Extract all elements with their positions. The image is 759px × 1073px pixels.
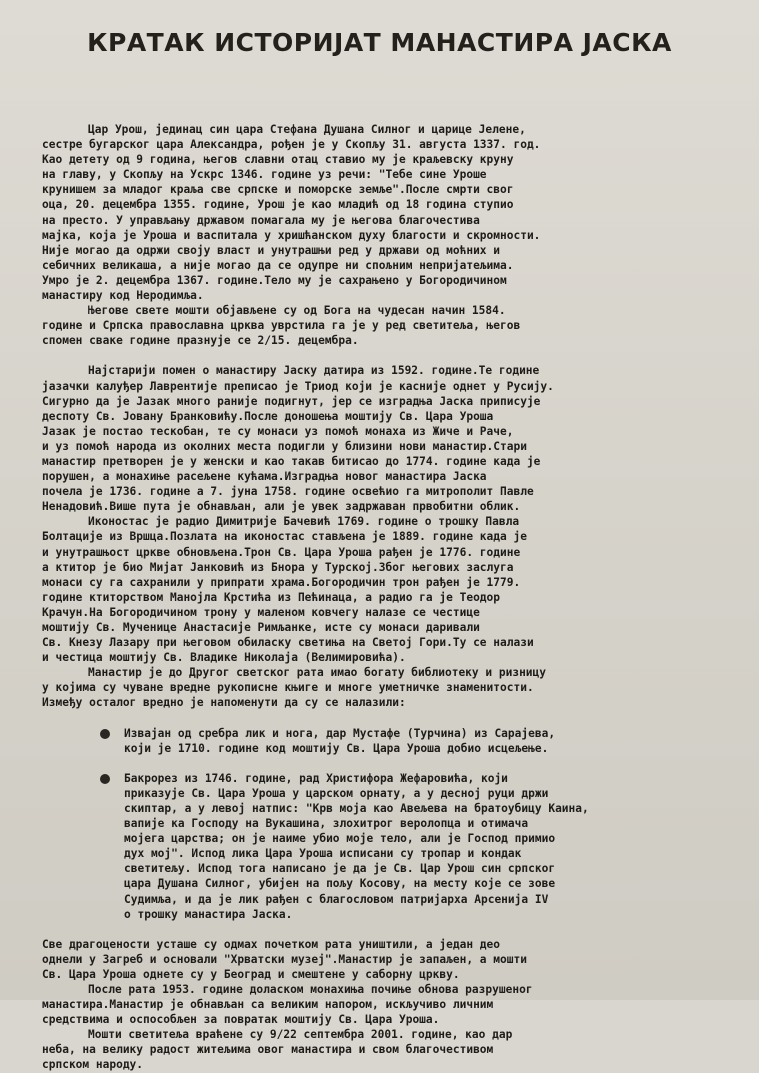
text-line: светитељу. Испод тога написано је да је Св. Цар Урош син српског bbox=[124, 862, 556, 876]
paragraph-2 bbox=[42, 303, 722, 348]
text-line: Све драгоцености усташе су одмах почетком рата уништили, а један део bbox=[42, 937, 501, 951]
text-line: Манастир је до Другог светског рата имао богату библиотеку и ризницу bbox=[88, 666, 547, 680]
text-line: моштију Св. Мученице Анастасије Римљанке, исте су монаси даривали bbox=[42, 621, 480, 634]
text-line: приказује Св. Цара Уроша у царском орнату, а у десној руци држи bbox=[124, 786, 549, 800]
paragraph-4 bbox=[42, 514, 722, 665]
text-line: Иконостас је радио Димитрије Бачевић 1769. године о трошку Павла bbox=[88, 515, 520, 529]
text-line: Цар Урош, јединац син цара Стефана Душана Силног и царице Јелене, bbox=[88, 123, 526, 136]
text-line: који је 1710. године код моштију Св. Цара Уроша добио исцељење. bbox=[124, 741, 549, 755]
text-line: монаси су га сахранили у припрати храма.Богородичин трон рађен је 1779. bbox=[42, 575, 521, 589]
text-line: себичних великаша, а није могао да се одупре ни спољним непријатељима. bbox=[42, 258, 514, 272]
text-line: однели у Загреб и основали "Хрватски музеј".Манастир је запаљен, а мошти bbox=[42, 952, 527, 966]
paragraph-7 bbox=[42, 982, 722, 1027]
text-line: и унутрашњост цркве обновљена.Трон Св. Цара Уроша рађен је 1776. године bbox=[42, 545, 521, 559]
paragraph-5 bbox=[42, 665, 722, 710]
text-line: на главу, у Скопљу на Ускрс 1346. године уз речи: "Тебе сине Уроше bbox=[42, 168, 487, 182]
text-line: Болтације из Вршца.Позлата на иконостас стављена је 1889. године када је bbox=[42, 530, 527, 544]
text-line: скиптар, а у левој натпис: "Крв моја као Авељева на братоубицу Каина, bbox=[124, 801, 589, 815]
paragraph-1 bbox=[42, 122, 722, 303]
text-line: мајка, која је Уроша и васпитала у хришћанском духу благости и скромности. bbox=[42, 228, 541, 242]
text-line: о трошку манастира Јаска. bbox=[124, 907, 293, 921]
text-line: сестре бугарског цара Александра, рођен је у Скопљу 31. августа 1337. год. bbox=[42, 138, 541, 152]
list-item bbox=[42, 726, 722, 756]
text-line: средствима и оспособљен за повратак моштију Св. Цара Уроша. bbox=[42, 1013, 440, 1027]
text-line: деспоту Св. Јовану Бранковићу.После доношења моштију Св. Цара Уроша bbox=[42, 409, 494, 423]
text-line: године ктиторством Манојла Крстића из Пећинаца, а радио га је Теодор bbox=[42, 590, 501, 604]
text-line: Ненадовић.Више пута је обнављан, али је увек задржаван првобитни облик. bbox=[42, 500, 521, 514]
text-line: а ктитор је био Мијат Јанковић из Бнора у Турској.Због његових заслуга bbox=[42, 560, 514, 574]
text-line: вапије ка Господу на Вукашина, злохитрог веролопца и отимача bbox=[124, 817, 529, 831]
document-body bbox=[42, 122, 722, 1073]
text-line: манастира.Манастир је обнављан са великим напором, искључиво личним bbox=[42, 998, 494, 1012]
text-line: на престо. У управљању државом помагала му је његова благочестива bbox=[42, 213, 480, 227]
text-line: Као детету од 9 година, његов славни отац ставио му је краљевску круну bbox=[42, 153, 514, 167]
text-line: дух мој". Испод лика Цара Уроша исписани су тропар и кондак bbox=[124, 847, 522, 861]
text-line: манастиру код Неродимља. bbox=[42, 289, 204, 303]
text-line: Најстарији помен о манастиру Јаску датира из 1592. године.Те године bbox=[88, 364, 540, 378]
text-line: Није могао да одржи своју власт и унутрашњи ред у држави од моћних и bbox=[42, 243, 501, 257]
text-line: Извајан од сребра лик и нога, дар Мустафе (Турчина) из Сарајева, bbox=[124, 726, 556, 740]
text-line: Св. Кнезу Лазару при његовом обиласку светиња на Светој Гори.Ту се налази bbox=[42, 636, 534, 650]
text-line: Крачун.На Богородичином трону у маленом ковчегу налазе се честице bbox=[42, 605, 480, 619]
paragraph-3 bbox=[42, 363, 722, 514]
text-line: Бакрорез из 1746. године, рад Христифора Жефаровића, који bbox=[124, 771, 508, 785]
text-line: јазачки калуђер Лаврентије преписао је Триод који је касније однет у Русију. bbox=[42, 379, 554, 393]
text-line: Мошти светитеља враћене су 9/22 септембра 2001. године, као дар bbox=[88, 1028, 513, 1042]
text-line: оца, 20. децембра 1355. године, Урош је као младић од 18 година ступио bbox=[42, 198, 514, 212]
text-line: и уз помоћ народа из околних места подигли у близини нови манастир.Стари bbox=[42, 439, 527, 453]
text-line: Умро је 2. децембра 1367. године.Тело му је сахрањено у Богородичином bbox=[42, 273, 507, 287]
text-line: неба, на велику радост житељима овог манастира и свом благочестивом bbox=[42, 1043, 494, 1057]
text-line: Његове свете мошти објављене су од Бога на чудесан начин 1584. bbox=[88, 304, 506, 318]
text-line: После рата 1953. године доласком монахиња почиње обнова разрушеног bbox=[88, 982, 533, 996]
text-line: мојега царства; он је наиме убио моје тело, али је Господ примио bbox=[124, 832, 556, 846]
paragraph-6 bbox=[42, 937, 722, 982]
text-line: у којима су чуване вредне рукописне књиге и многе уметничке знаменитости. bbox=[42, 681, 534, 695]
text-line: Сигурно да је Јазак много раније подигнут, јер се изградња Јаска приписује bbox=[42, 394, 541, 408]
text-line: Између осталог вредно је напоменути да су се налазили: bbox=[42, 696, 406, 710]
text-line: Судимља, и да је лик рађен с благословом патријарха Арсенија IV bbox=[124, 892, 549, 906]
bullet-icon bbox=[100, 774, 110, 784]
text-line: Св. Цара Уроша однете су у Београд и смештене у саборну цркву. bbox=[42, 967, 460, 981]
text-line: почела је 1736. године а 7. јуна 1758. године освећио га митрополит Павле bbox=[42, 485, 534, 499]
text-line: крунишем за младог краља све српске и поморске земље".После смрти свог bbox=[42, 183, 514, 197]
text-line: порушен, а монахиње расељене кућама.Изградња новог манастира Јаска bbox=[42, 470, 487, 484]
text-line: Јазак је постао тескобан, те су монаси уз помоћ монаха из Жиче и Раче, bbox=[42, 424, 514, 438]
text-line: и честица моштију Св. Владике Николаја (Велимировића). bbox=[42, 651, 406, 665]
text-line: манастир претворен је у женски и као такав битисао до 1774. године када је bbox=[42, 454, 541, 468]
text-line: године и Српска православна црква уврстила га је у ред светитеља, његов bbox=[42, 319, 521, 333]
paragraph-8 bbox=[42, 1027, 722, 1072]
bullet-icon bbox=[100, 729, 110, 739]
document-title: КРАТАК ИСТОРИЈАТ МАНАСТИРА ЈАСКА bbox=[87, 28, 672, 57]
text-line: цара Душана Силног, убијен на пољу Косову, на месту које се зове bbox=[124, 877, 556, 891]
text-line: српском народу. bbox=[42, 1058, 144, 1072]
text-line: спомен сваке године празнује се 2/15. децембра. bbox=[42, 334, 359, 348]
list-item bbox=[42, 771, 722, 922]
